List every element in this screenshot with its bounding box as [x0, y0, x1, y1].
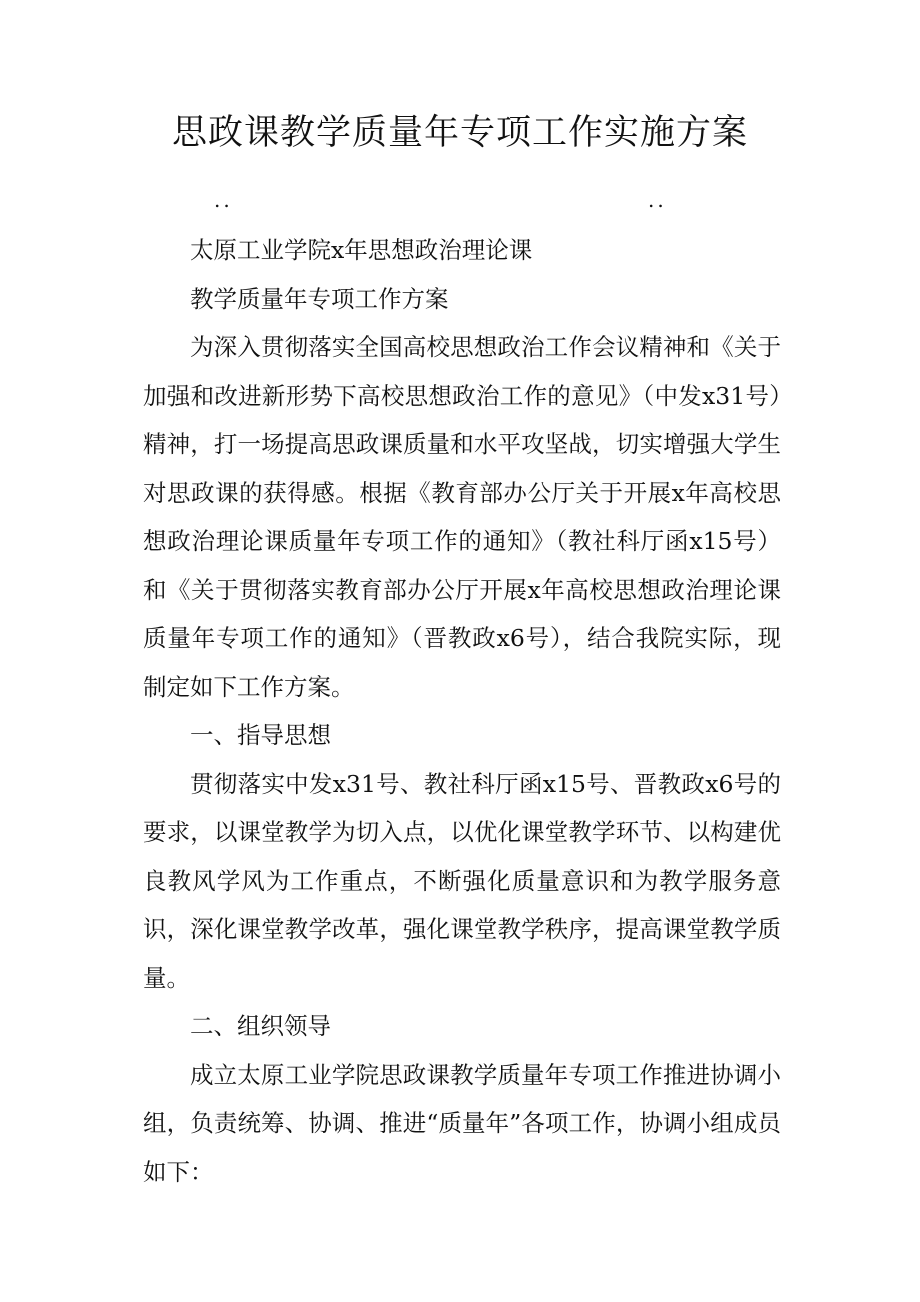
- dot-marks-right: ..: [648, 188, 667, 212]
- section-heading-organization: 二、组织领导: [190, 1012, 331, 1040]
- subtitle-line-1: 太原工业学院x年思想政治理论课: [190, 236, 533, 264]
- document-body: [143, 226, 781, 1196]
- organization-paragraph: 成立太原工业学院思政课教学质量年专项工作推进协调小组，负责统筹、协调、推进“质量年”各项工作，协调小组成员如下：: [143, 1060, 781, 1186]
- intro-paragraph: 为深入贯彻落实全国高校思想政治工作会议精神和《关于加强和改进新形势下高校思想政治工作的意见》（中发x31号）精神，打一场提高思政课质量和水平攻坚战，切实增强大学生对思政课的获得感。根据《教育部办公厅关于开展x年高校思想政治理论课质量年专项工作的通知》（教社科厅函x15号）和《关于贯彻落实教育部办公厅开展x年高校思想政治理论课质量年专项工作的通知》（晋教政x6号），结合我院实际，现制定如下工作方案。: [143, 333, 781, 701]
- dot-marks-left: ..: [214, 188, 233, 212]
- guiding-thought-paragraph: 贯彻落实中发x31号、教社科厅函x15号、晋教政x6号的要求，以课堂教学为切入点，以优化课堂教学环节、以构建优良教风学风为工作重点，不断强化质量意识和为教学服务意识，深化课堂教学改革，强化课堂教学秩序，提高课堂教学质量。: [143, 769, 781, 992]
- section-heading-guiding-thought: 一、指导思想: [190, 721, 331, 749]
- subtitle-line-2: 教学质量年专项工作方案: [190, 284, 449, 313]
- document-title: 思政课教学质量年专项工作实施方案: [171, 113, 748, 153]
